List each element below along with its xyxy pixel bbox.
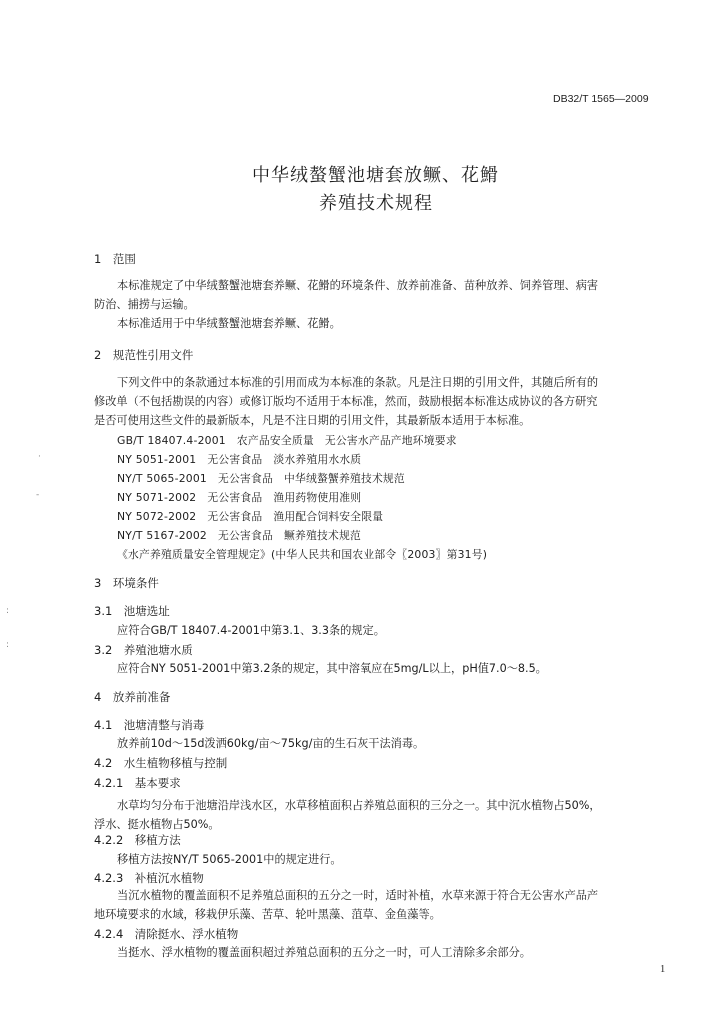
section-4-1-heading: 4.1 池塘清整与消毒 [94, 718, 205, 732]
document-title-line1: 中华绒螯蟹池塘套放鳜、花䱻 [252, 165, 499, 186]
section-1-para1-line1: 本标准规定了中华绒螯蟹池塘套养鳜、花䱻的环境条件、放养前准备、苗种放养、饲养管理、病害 [117, 279, 599, 292]
section-4-2-1-heading: 4.2.1 基本要求 [94, 776, 181, 790]
section-4-2-1-line1: 水草均匀分布于池塘沿岸浅水区，水草移植面积占养殖总面积的三分之一。其中沉水植物占50%， [117, 799, 601, 812]
scan-mark: : [6, 640, 10, 650]
section-3-2-heading: 3.2 养殖池塘水质 [94, 643, 193, 657]
section-4-1-text: 放养前10d～15d泼洒60kg/亩～75kg/亩的生石灰干法消毒。 [117, 737, 425, 750]
section-4-2-4-text: 当挺水、浮水植物的覆盖面积超过养殖总面积的五分之一时，可人工清除多余部分。 [117, 946, 531, 959]
page-number: 1 [660, 964, 666, 975]
reference-item: NY 5071-2002 无公害食品 渔用药物使用准则 [117, 491, 362, 504]
section-1-heading: 1 范围 [94, 252, 136, 266]
section-4-2-2-text: 移植方法按NY/T 5065-2001中的规定进行。 [117, 853, 342, 866]
section-4-heading: 4 放养前准备 [94, 690, 171, 704]
document-title-line2: 养殖技术规程 [319, 193, 433, 214]
section-4-2-heading: 4.2 水生植物移植与控制 [94, 756, 228, 770]
section-4-2-2-heading: 4.2.2 移植方法 [94, 833, 181, 847]
section-4-2-4-heading: 4.2.4 清除挺水、浮水植物 [94, 927, 239, 941]
section-2-para-line1: 下列文件中的条款通过本标准的引用而成为本标准的条款。凡是注日期的引用文件，其随后所有的 [117, 376, 599, 389]
section-4-2-1-line2: 浮水、挺水植物占50%。 [94, 818, 220, 831]
section-4-2-3-line2: 地环境要求的水域，移栽伊乐藻、苦草、轮叶黑藻、菹草、金鱼藻等。 [94, 908, 441, 921]
scan-mark: · [38, 452, 41, 462]
scan-mark: - [36, 490, 40, 500]
section-3-2-text: 应符合NY 5051-2001中第3.2条的规定，其中溶氧应在5mg/L以上，pH值7.0～8.5。 [117, 662, 547, 675]
reference-item: NY/T 5167-2002 无公害食品 鳜养殖技术规范 [117, 529, 361, 542]
reference-item: 《水产养殖质量安全管理规定》(中华人民共和国农业部令〖2003〗第31号) [117, 548, 488, 561]
scan-mark: : [6, 606, 10, 616]
reference-item: NY 5051-2001 无公害食品 淡水养殖用水水质 [117, 453, 362, 466]
section-2-para-line3: 是否可使用这些文件的最新版本，凡是不注日期的引用文件，其最新版本适用于本标准。 [94, 414, 531, 427]
section-3-1-text: 应符合GB/T 18407.4-2001中第3.1、3.3条的规定。 [117, 624, 385, 637]
reference-item: NY/T 5065-2001 无公害食品 中华绒螯蟹养殖技术规范 [117, 472, 405, 485]
section-3-1-heading: 3.1 池塘选址 [94, 604, 170, 618]
section-4-2-3-heading: 4.2.3 补植沉水植物 [94, 871, 204, 885]
reference-item: NY 5072-2002 无公害食品 渔用配合饲料安全限量 [117, 510, 384, 523]
section-1-para1-line2: 防治、捕捞与运输。 [94, 298, 195, 311]
section-3-heading: 3 环境条件 [94, 576, 159, 590]
reference-item: GB/T 18407.4-2001 农产品安全质量 无公害水产品产地环境要求 [117, 434, 457, 447]
section-4-2-3-line1: 当沉水植物的覆盖面积不足养殖总面积的五分之一时，适时补植，水草来源于符合无公害水产品产 [117, 889, 599, 902]
header-doc-code: DB32/T 1565—2009 [553, 93, 649, 105]
section-2-para-line2: 修改单（不包括勘误的内容）或修订版均不适用于本标准，然而，鼓励根据本标准达成协议的各方研究 [94, 395, 598, 408]
section-2-heading: 2 规范性引用文件 [94, 348, 194, 362]
section-1-para2: 本标准适用于中华绒螯蟹池塘套养鳜、花䱻。 [117, 317, 341, 330]
